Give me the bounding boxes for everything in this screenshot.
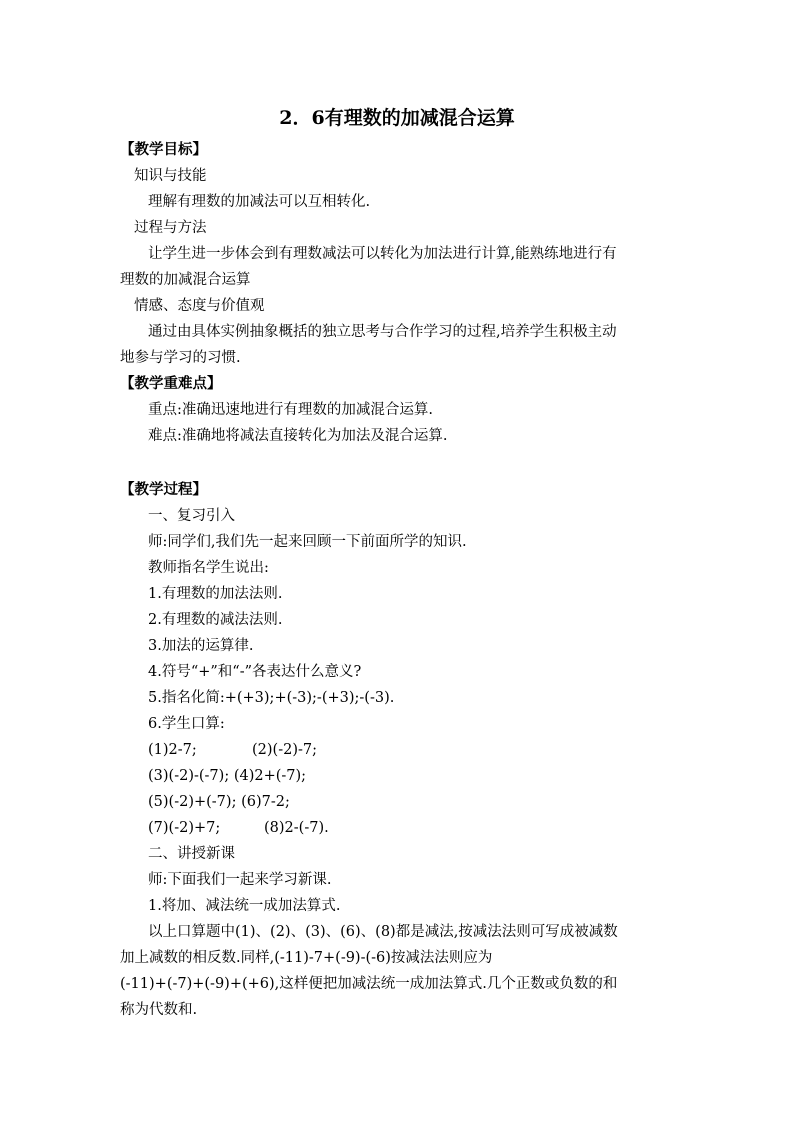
section-header-key-points: 【教学重难点】 xyxy=(120,375,222,392)
oral-calc-row xyxy=(148,740,317,760)
oral-calc-item: (5)(-2)+(-7); xyxy=(148,794,237,810)
paragraph-teacher-review: 师:同学们,我们先一起来回顾一下前面所学的知识. xyxy=(148,534,467,550)
list-item: 3.加法的运算律. xyxy=(148,638,254,654)
step-header-review: 一、复习引入 xyxy=(148,508,235,524)
oral-calc-row xyxy=(148,792,290,812)
paragraph-explanation-2: 加上减数的相反数.同样,(-11)-7+(-9)-(-6)按减法法则应为 xyxy=(120,950,493,966)
paragraph-key-point: 重点:准确迅速地进行有理数的加减混合运算. xyxy=(148,402,433,418)
subheader-knowledge: 知识与技能 xyxy=(134,168,207,184)
step-header-new-lesson: 二、讲授新课 xyxy=(148,846,235,862)
paragraph-knowledge: 理解有理数的加减法可以互相转化. xyxy=(148,194,371,210)
list-item: 5.指名化简:+(+3);+(-3);-(+3);-(-3). xyxy=(148,690,395,706)
paragraph-instruction: 教师指名学生说出: xyxy=(148,560,269,576)
subheader-emotion: 情感、态度与价值观 xyxy=(134,298,265,314)
oral-calc-item: (6)7-2; xyxy=(241,794,290,810)
list-item: 1.有理数的加法法则. xyxy=(148,586,283,602)
list-item: 4.符号“+”和“-”各表达什么意义? xyxy=(148,664,362,680)
section-header-teaching-process: 【教学过程】 xyxy=(120,481,207,498)
oral-calc-item: (2)(-2)-7; xyxy=(252,742,317,758)
oral-calc-item: (3)(-2)-(-7); xyxy=(148,768,230,784)
paragraph-process-2: 理数的加减混合运算 xyxy=(120,272,251,288)
oral-calc-item: (1)2-7; xyxy=(148,742,197,758)
paragraph-explanation-1: 以上口算题中(1)、(2)、(3)、(6)、(8)都是减法,按减法法则可写成被减数 xyxy=(148,924,618,940)
paragraph-emotion-2: 地参与学习的习惯. xyxy=(120,350,241,366)
list-item: 2.有理数的减法法则. xyxy=(148,612,283,628)
paragraph-process-1: 让学生进一步体会到有理数减法可以转化为加法进行计算,能熟练地进行有 xyxy=(148,246,617,262)
oral-calc-item: (8)2-(-7). xyxy=(264,820,329,836)
paragraph-teacher-new-lesson: 师:下面我们一起来学习新课. xyxy=(148,872,332,888)
paragraph-explanation-4: 称为代数和. xyxy=(120,1002,198,1018)
oral-calc-item: (7)(-2)+7; xyxy=(148,820,221,836)
oral-calc-row xyxy=(148,818,329,838)
paragraph-explanation-3: (-11)+(-7)+(-9)+(+6),这样便把加减法统一成加法算式.几个正数或负数的和 xyxy=(120,976,618,992)
paragraph-emotion-1: 通过由具体实例抽象概括的独立思考与合作学习的过程,培养学生积极主动 xyxy=(148,324,617,340)
document-title: 2．6有理数的加减混合运算 xyxy=(279,107,515,129)
oral-calc-row xyxy=(148,766,306,786)
list-item: 6.学生口算: xyxy=(148,716,225,732)
subheader-process: 过程与方法 xyxy=(134,220,207,236)
paragraph-difficult-point: 难点:准确地将减法直接转化为加法及混合运算. xyxy=(148,428,448,444)
section-header-goals: 【教学目标】 xyxy=(120,141,207,158)
oral-calc-item: (4)2+(-7); xyxy=(233,768,307,784)
list-item: 1.将加、减法统一成加法算式. xyxy=(148,898,341,914)
